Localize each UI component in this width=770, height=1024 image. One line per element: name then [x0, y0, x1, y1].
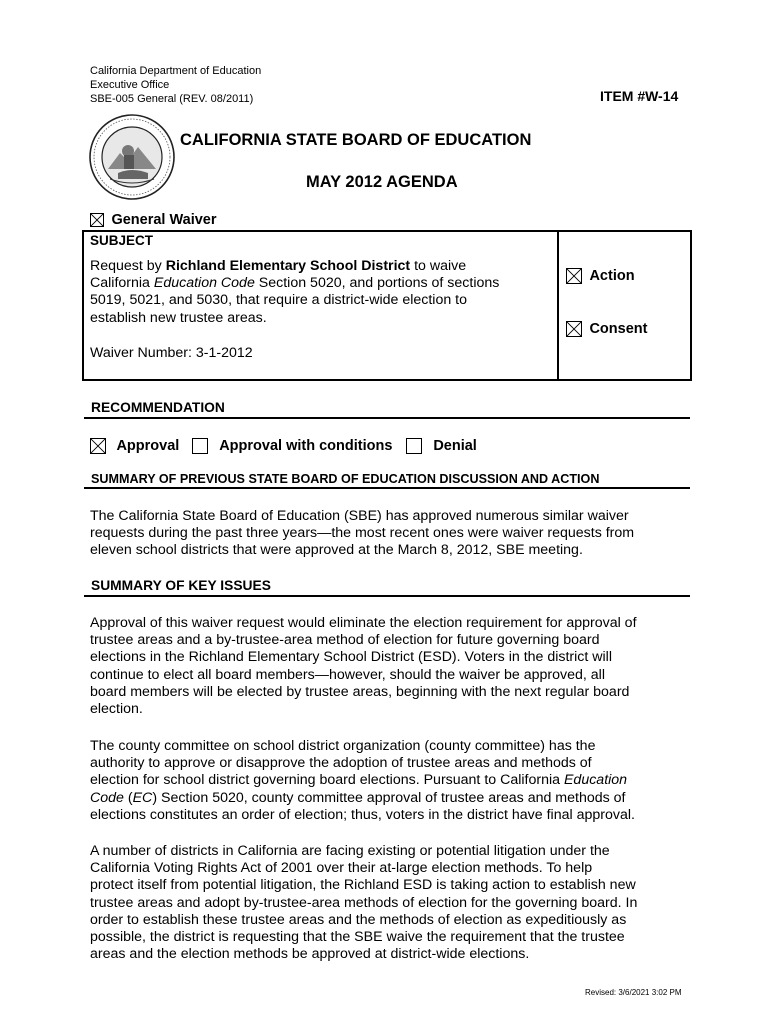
subject-heading: SUBJECT	[90, 233, 154, 248]
summary-previous-line: The California State Board of Education (SBE) has approved numerous similar waiver	[90, 508, 629, 524]
key-issues-line: board members will be elected by trustee areas, beginning with the next regular board	[90, 683, 630, 700]
board-title: CALIFORNIA STATE BOARD OF EDUCATION	[180, 131, 532, 149]
key-issues-line: California Voting Rights Act of 2001 over their at-large election methods. To help	[90, 860, 593, 877]
subject-line-2: California Education Code Section 5020, and portions of sections	[90, 275, 500, 292]
general-waiver-row	[90, 211, 217, 229]
header-office: Executive Office	[90, 79, 170, 91]
item-number: ITEM #W-14	[600, 88, 679, 104]
waiver-number: Waiver Number: 3-1-2012	[90, 345, 253, 361]
subject-line-1: Request by Richland Elementary School District to waive	[90, 258, 467, 274]
key-issues-line: trustee areas and a by-trustee-area method of election for future governing board	[90, 632, 600, 649]
consent-checkbox[interactable]	[566, 321, 582, 337]
key-issues-rule	[84, 595, 690, 597]
subject-text	[90, 258, 550, 327]
header-form-number: SBE-005 General (REV. 08/2011)	[90, 93, 254, 105]
key-issues-line: election.	[90, 701, 143, 718]
recommendation-rule	[84, 417, 690, 419]
approval-with-conditions-checkbox[interactable]	[192, 438, 208, 454]
key-issues-line: Code (EC) Section 5020, county committee approval of trustee areas and methods of	[90, 789, 626, 806]
subject-line-3: 5019, 5021, and 5030, that require a district-wide election to	[90, 292, 468, 309]
action-row	[566, 267, 635, 285]
agenda-title: MAY 2012 AGENDA	[306, 173, 458, 191]
recommendation-heading: RECOMMENDATION	[91, 400, 225, 415]
key-issues-line: areas and the election methods be approved at district-wide elections.	[90, 946, 530, 963]
key-issues-line: continue to elect all board members—however, should the waiver be approved, all	[90, 666, 605, 683]
general-waiver-label: General Waiver	[111, 212, 217, 228]
key-issues-line: authority to approve or disapprove the adoption of trustee areas and methods of	[90, 755, 592, 772]
key-issues-para-1	[90, 615, 637, 718]
key-issues-line: Approval of this waiver request would eliminate the election requirement for approval of	[90, 615, 637, 631]
key-issues-line: protect itself from potential litigation, the Richland ESD is taking action to establish new	[90, 877, 636, 894]
approval-label: Approval	[116, 438, 180, 454]
consent-label: Consent	[589, 321, 648, 337]
key-issues-line: possible, the district is requesting that the SBE waive the requirement that the trustee	[90, 929, 625, 946]
key-issues-line: The county committee on school district organization (county committee) has the	[90, 738, 596, 754]
summary-previous-line: requests during the past three years—the most recent ones were waiver requests from	[90, 525, 635, 542]
key-issues-line: elections constitutes an order of election; thus, voters in the district have final approval.	[90, 806, 635, 823]
denial-label: Denial	[433, 438, 477, 454]
key-issues-para-3	[90, 843, 637, 963]
subject-divider	[557, 230, 559, 381]
consent-row	[566, 320, 647, 338]
revised-footer: Revised: 3/6/2021 3:02 PM	[585, 988, 682, 997]
key-issues-heading: SUMMARY OF KEY ISSUES	[91, 578, 271, 593]
action-checkbox[interactable]	[566, 268, 582, 284]
general-waiver-checkbox[interactable]	[90, 213, 104, 227]
key-issues-line: order to establish these trustee areas and the methods of election as expeditiously as	[90, 911, 627, 928]
key-issues-line: elections in the Richland Elementary School District (ESD). Voters in the district will	[90, 649, 612, 666]
summary-previous-line: eleven school districts that were approved at the March 8, 2012, SBE meeting.	[90, 542, 583, 559]
header-department: California Department of Education	[90, 65, 262, 77]
state-seal	[88, 113, 176, 201]
summary-previous-heading: SUMMARY OF PREVIOUS STATE BOARD OF EDUCATION DISCUSSION AND ACTION	[91, 472, 600, 486]
subject-line-4: establish new trustee areas.	[90, 309, 267, 326]
denial-checkbox[interactable]	[406, 438, 422, 454]
key-issues-line: trustee areas and adopt by-trustee-area methods of election for the governing board. In	[90, 894, 638, 911]
approval-checkbox[interactable]	[90, 438, 106, 454]
key-issues-line: A number of districts in California are facing existing or potential litigation under the	[90, 843, 610, 859]
summary-previous-text	[90, 508, 634, 560]
summary-previous-rule	[84, 487, 690, 489]
key-issues-line: election for school district governing board elections. Pursuant to California Education	[90, 772, 628, 789]
action-label: Action	[589, 268, 635, 284]
key-issues-para-2	[90, 738, 635, 824]
approval-with-conditions-label: Approval with conditions	[219, 438, 393, 454]
recommendation-options	[90, 437, 477, 455]
